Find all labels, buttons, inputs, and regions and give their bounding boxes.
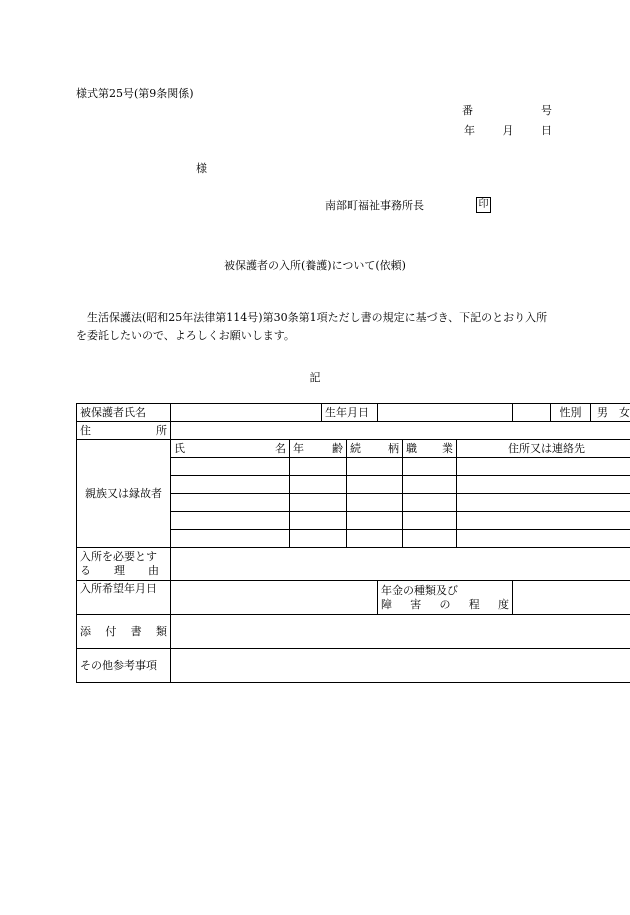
rel-job-cell[interactable] [403,476,457,494]
birth-value-cell[interactable] [378,404,513,422]
sex-options: 男 女 [597,405,630,419]
birth-label-cell [322,404,378,422]
name-value-cell[interactable] [171,404,322,422]
pension-char-5: 度 [498,597,510,611]
address-value-cell[interactable] [171,422,630,440]
other-value-cell[interactable] [171,649,630,683]
name-label-cell [77,404,171,422]
rel-job-cell[interactable] [403,530,457,548]
address-label-cell [77,422,171,440]
body-paragraph: 生活保護法(昭和25年法律第114号)第30条第1項ただし書の規定に基づき、下記のとおり入所を委託したいので、よろしくお願いします。 [76,311,548,342]
rel-age-cell[interactable] [290,530,347,548]
rel-head-age-1: 年 [293,441,304,455]
name-label: 被保護者氏名 [80,405,146,419]
rel-relation-cell[interactable] [347,458,403,476]
seal-stamp: 印 [476,197,491,213]
rel-name-cell[interactable] [171,512,290,530]
number-suffix: 号 [541,104,552,117]
row-reason [77,548,630,581]
rel-head-contact-label: 住所又は連絡先 [508,441,586,455]
rel-contact-cell[interactable] [457,476,630,494]
address-char-2: 所 [156,423,167,437]
sender-name: 南部町福祉事務所長 [325,199,424,212]
row-other [77,649,630,683]
attach-char-1: 添 [80,624,91,638]
row-relatives-header [77,440,630,458]
rel-head-name [171,440,290,458]
date-label [464,124,552,138]
rel-contact-cell[interactable] [457,494,630,512]
pension-label-cell [378,581,513,615]
rel-name-cell[interactable] [171,458,290,476]
number-char: 番 [462,104,473,117]
address-char-1: 住 [80,423,91,437]
reason-char-1: る [80,564,91,577]
rel-head-age [290,440,347,458]
rel-age-cell[interactable] [290,512,347,530]
pension-char-2: 害 [410,597,422,611]
row-attachments [77,615,630,649]
reason-label-cell [77,548,171,581]
attach-char-2: 付 [105,624,117,638]
reason-value-cell[interactable] [171,548,630,581]
rel-name-cell[interactable] [171,494,290,512]
row-person [77,404,630,422]
rel-age-cell[interactable] [290,494,347,512]
desired-date-value-cell[interactable] [171,581,378,615]
attach-char-4: 類 [155,624,167,638]
ki-heading: 記 [309,371,321,384]
sex-options-cell[interactable] [591,404,630,422]
rel-relation-cell[interactable] [347,494,403,512]
row-desired-date [77,581,630,615]
reason-label-line2 [80,564,167,578]
rel-job-cell[interactable] [403,512,457,530]
rel-relation-cell[interactable] [347,530,403,548]
rel-job-cell[interactable] [403,494,457,512]
attachments-label [80,625,167,639]
reason-label-line1: 入所を必要とす [80,550,157,563]
other-label-cell [77,649,171,683]
rel-relation-cell[interactable] [347,476,403,494]
rel-head-job-2: 業 [442,441,454,455]
attachments-value-cell[interactable] [171,615,630,649]
attach-char-3: 書 [130,624,142,638]
rel-head-name-1: 氏 [174,441,185,455]
other-label: その他参考事項 [80,658,157,672]
rel-name-cell[interactable] [171,530,290,548]
day-char: 日 [541,124,552,137]
rel-contact-cell[interactable] [457,512,630,530]
empty-sex-pad [513,404,551,422]
rel-head-job [403,440,457,458]
rel-name-cell[interactable] [171,476,290,494]
rel-head-name-2: 名 [275,441,286,455]
rel-head-age-2: 齢 [332,441,344,455]
row-address [77,422,630,440]
pension-value-cell[interactable] [513,581,630,615]
form-number: 様式第25号(第9条関係) [76,87,194,100]
relatives-label-cell [77,440,171,548]
pension-char-1: 障 [381,597,393,611]
relatives-label: 親族又は縁故者 [85,486,162,500]
desired-date-label: 入所希望年月日 [80,582,157,595]
rel-head-job-1: 職 [406,441,418,455]
reason-char-3: 由 [148,564,159,577]
rel-head-relation [347,440,403,458]
year-char: 年 [464,124,475,137]
rel-head-relation-2: 柄 [388,441,400,455]
rel-age-cell[interactable] [290,458,347,476]
pension-label-line1: 年金の種類及び [381,583,459,597]
desired-date-label-cell [77,581,171,615]
pension-char-3: の [439,597,451,611]
rel-head-relation-1: 続 [350,441,362,455]
reason-char-2: 理 [114,564,125,577]
rel-job-cell[interactable] [403,458,457,476]
address-label [80,424,167,438]
sex-label: 性別 [559,405,582,419]
document-number-label [462,104,552,118]
birth-label: 生年月日 [325,405,370,419]
pension-char-4: 程 [468,597,480,611]
rel-contact-cell[interactable] [457,458,630,476]
addressee-suffix: 様 [196,162,207,175]
month-char: 月 [502,124,514,137]
form-table [76,403,630,683]
sex-label-cell [551,404,591,422]
document-title: 被保護者の入所(養護)について(依頼) [224,259,406,272]
attachments-label-cell [77,615,171,649]
rel-head-contact [457,440,630,458]
rel-age-cell[interactable] [290,476,347,494]
rel-contact-cell[interactable] [457,530,630,548]
rel-relation-cell[interactable] [347,512,403,530]
pension-label-line2 [381,598,509,612]
